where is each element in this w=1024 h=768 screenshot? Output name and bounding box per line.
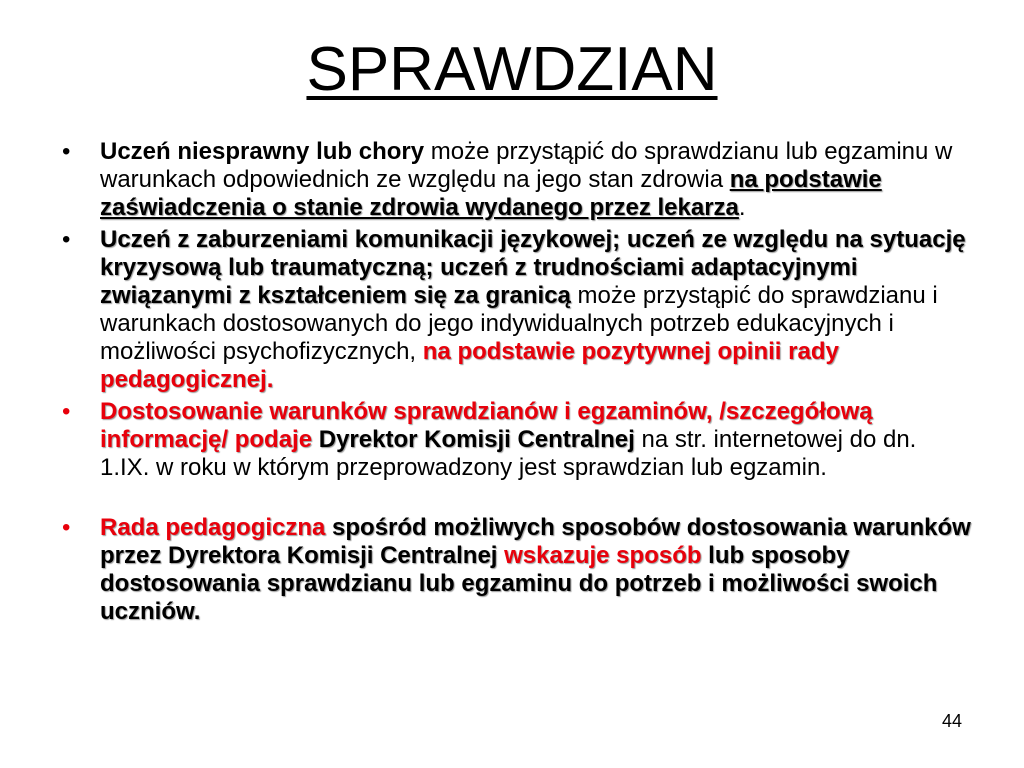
bullet-1-lead: Uczeń niesprawny lub chory: [100, 138, 425, 165]
slide-title: SPRAWDZIAN: [306, 35, 718, 104]
bullet-1-underlined: na podstawie zaświadczenia o stanie zdrowia wydanego przez lekarza: [100, 166, 882, 221]
bullet-dot-icon: •: [62, 514, 71, 541]
bullet-1-text: może przystąpić do sprawdzianu lub egzaminu w warunkach odpowiednich ze względu na jego stan zdrowia: [100, 138, 953, 193]
bullet-list: [60, 138, 972, 630]
bullet-item-1: [60, 138, 972, 222]
bullet-item-4: [60, 514, 972, 626]
bullet-dot-icon: •: [62, 226, 71, 253]
page-number: 44: [941, 711, 962, 731]
bullet-3-red: Dostosowanie warunków sprawdzianów i egzaminów, /szczegółową informację/ podaje: [100, 398, 873, 453]
bullet-2-lead: Uczeń z zaburzeniami komunikacji językowej; uczeń ze względu na sytuację kryzysową lub traumatyczną; uczeń z trudnościami adaptacyjnymi związanymi z kształceniem się za granicą: [100, 226, 966, 309]
bullet-item-2: [60, 226, 972, 394]
bullet-4-bold-1: spośród możliwych sposobów dostosowania warunków przez Dyrektora Komisji Centralnej: [100, 514, 971, 569]
bullet-3-text: na str. internetowej do dn. 1.IX. w roku w którym przeprowadzony jest sprawdzian lub egzamin.: [100, 426, 917, 481]
bullet-dot-icon: •: [62, 398, 71, 425]
bullet-4-red-1: Rada pedagogiczna: [100, 514, 326, 541]
bullet-dot-icon: •: [62, 138, 71, 165]
bullet-item-3: [60, 398, 972, 482]
bullet-4-bold-2: lub sposoby dostosowania sprawdzianu lub egzaminu do potrzeb i możliwości swoich uczniów.: [100, 542, 938, 625]
bullet-4-red-2: wskazuje sposób: [504, 542, 702, 569]
bullet-1-end: .: [738, 194, 746, 221]
bullet-2-red: na podstawie pozytywnej opinii rady pedagogicznej.: [100, 338, 839, 393]
bullet-2-text: może przystąpić do sprawdzianu i warunkach dostosowanych do jego indywidualnych potrzeb edukacyjnych i możliwości psychofizycznych,: [100, 282, 938, 365]
bullet-3-bold: Dyrektor Komisji Centralnej: [312, 426, 635, 453]
